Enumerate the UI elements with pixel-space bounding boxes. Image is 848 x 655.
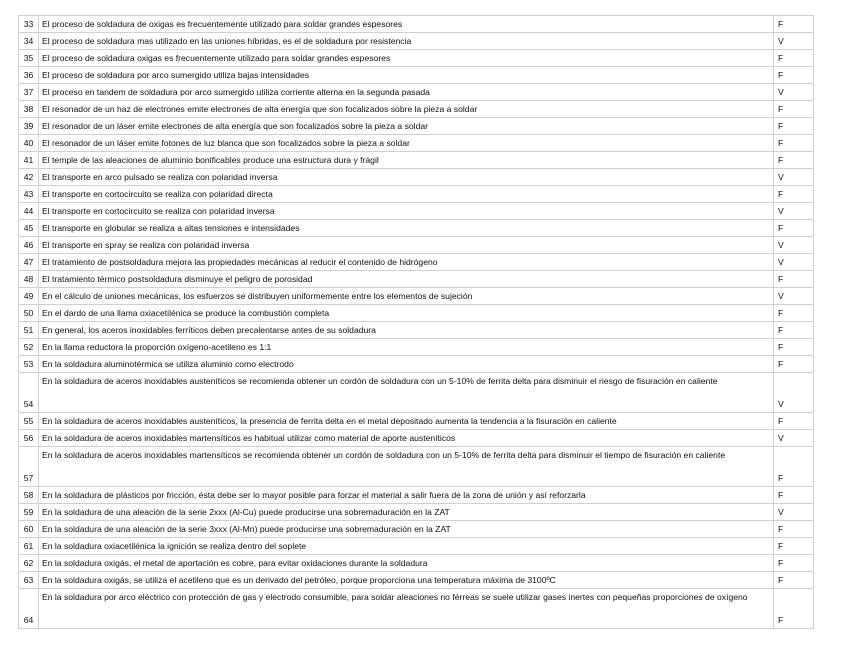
answer-value: F [774, 356, 814, 373]
statement-text: En la soldadura de una aleación de la serie 2xxx (Al-Cu) puede producirse una sobremaduración en la ZAT [39, 504, 774, 521]
questions-table [18, 15, 814, 629]
row-number: 44 [19, 203, 39, 220]
statement-text: En la soldadura de una aleación de la serie 3xxx (Al-Mn) puede producirse una sobremaduración en la ZAT [39, 521, 774, 538]
row-number: 36 [19, 67, 39, 84]
row-number: 59 [19, 504, 39, 521]
table-row [19, 521, 814, 538]
answer-value: F [774, 572, 814, 589]
row-number: 61 [19, 538, 39, 555]
table-row [19, 271, 814, 288]
statement-text: En la soldadura de aceros inoxidables martensíticos es habitual utilizar como material de aporte austeníticos [39, 430, 774, 447]
answer-value: F [774, 50, 814, 67]
statement-text: El proceso de soldadura por arco sumergido utiliza bajas intensidades [39, 67, 774, 84]
questions-sheet [18, 15, 814, 629]
statement-text: En la soldadura por arco eléctrico con protección de gas y electrodo consumible, para soldar aleaciones no férreas se suele utilizar gases inertes con pequeñas proporciones de oxígeno [39, 589, 774, 629]
answer-value: F [774, 101, 814, 118]
row-number: 46 [19, 237, 39, 254]
table-row [19, 33, 814, 50]
statement-text: El proceso de soldadura oxigas es frecuentemente utilizado para soldar grandes espesores [39, 50, 774, 67]
row-number: 47 [19, 254, 39, 271]
table-row [19, 50, 814, 67]
row-number: 33 [19, 16, 39, 33]
table-row [19, 16, 814, 33]
answer-value: V [774, 237, 814, 254]
answer-value: F [774, 220, 814, 237]
table-row [19, 572, 814, 589]
statement-text: En la soldadura de plásticos por fricción, ésta debe ser lo mayor posible para forzar el material a salir fuera de la zona de unión y así reforzarla [39, 487, 774, 504]
table-row [19, 186, 814, 203]
table-row [19, 555, 814, 572]
statement-text: En la llama reductora la proporción oxígeno-acetileno es 1:1 [39, 339, 774, 356]
table-row [19, 589, 814, 629]
answer-value: V [774, 84, 814, 101]
table-row [19, 67, 814, 84]
answer-value: F [774, 305, 814, 322]
row-number: 51 [19, 322, 39, 339]
answer-value: F [774, 16, 814, 33]
statement-text: En la soldadura de aceros inoxidables austeníticos, la presencia de ferrita delta en el metal depositado aumenta la tendencia a la fisuración en caliente [39, 413, 774, 430]
statement-text: El temple de las aleaciones de aluminio bonificables produce una estructura dura y frágil [39, 152, 774, 169]
answer-value: V [774, 203, 814, 220]
statement-text: En la soldadura oxiacetilénica la ignición se realiza dentro del soplete [39, 538, 774, 555]
answer-value: V [774, 33, 814, 50]
table-row [19, 487, 814, 504]
statement-text: El resonador de un láser emite fotones de luz blanca que son focalizados sobre la pieza a soldar [39, 135, 774, 152]
answer-value: V [774, 288, 814, 305]
statement-text: En general, los aceros inoxidables ferríticos deben precalentarse antes de su soldadura [39, 322, 774, 339]
row-number: 64 [19, 589, 39, 629]
row-number: 62 [19, 555, 39, 572]
statement-text: En el cálculo de uniones mecánicas, los esfuerzos se distribuyen uniformemente entre los elementos de sujeción [39, 288, 774, 305]
table-row [19, 447, 814, 487]
statement-text: El transporte en globular se realiza a altas tensiones e intensidades [39, 220, 774, 237]
statement-text: En la soldadura aluminotérmica se utiliza aluminio como electrodo [39, 356, 774, 373]
table-row [19, 288, 814, 305]
table-row [19, 339, 814, 356]
statement-text: El tratamiento de postsoldadura mejora las propiedades mecánicas al reducir el contenido de hidrógeno [39, 254, 774, 271]
answer-value: V [774, 169, 814, 186]
table-row [19, 373, 814, 413]
row-number: 43 [19, 186, 39, 203]
row-number: 45 [19, 220, 39, 237]
statement-text: El transporte en cortocircuito se realiza con polaridad directa [39, 186, 774, 203]
statement-text: En la soldadura oxigás, se utiliza el acetileno que es un derivado del petróleo, porque proporciona una temperatura máxima de 3100ºC [39, 572, 774, 589]
row-number: 39 [19, 118, 39, 135]
answer-value: F [774, 67, 814, 84]
row-number: 37 [19, 84, 39, 101]
answer-value: F [774, 487, 814, 504]
row-number: 55 [19, 413, 39, 430]
answer-value: F [774, 118, 814, 135]
answer-value: F [774, 413, 814, 430]
table-row [19, 305, 814, 322]
statement-text: El proceso en tandem de soldadura por arco sumergido utiliza corriente alterna en la segunda pasada [39, 84, 774, 101]
statement-text: En la soldadura de aceros inoxidables austeníticos se recomienda obtener un cordón de soldadura con un 5-10% de ferrita delta para disminuir el riesgo de fisuración en caliente [39, 373, 774, 413]
table-row [19, 254, 814, 271]
table-row [19, 135, 814, 152]
table-row [19, 203, 814, 220]
row-number: 58 [19, 487, 39, 504]
statement-text: El transporte en spray se realiza con polaridad inversa [39, 237, 774, 254]
row-number: 52 [19, 339, 39, 356]
row-number: 53 [19, 356, 39, 373]
row-number: 41 [19, 152, 39, 169]
row-number: 63 [19, 572, 39, 589]
answer-value: F [774, 339, 814, 356]
table-row [19, 322, 814, 339]
statement-text: El resonador de un láser emite electrones de alta energía que son focalizados sobre la pieza a soldar [39, 118, 774, 135]
table-row [19, 118, 814, 135]
table-row [19, 430, 814, 447]
statement-text: En la soldadura de aceros inoxidables martensíticos se recomienda obtener un cordón de soldadura con un 5-10% de ferrita delta para disminuir el tiempo de fisuración en caliente [39, 447, 774, 487]
row-number: 50 [19, 305, 39, 322]
questions-table-body [19, 16, 814, 629]
table-row [19, 538, 814, 555]
answer-value: F [774, 152, 814, 169]
statement-text: El transporte en cortocircuito se realiza con polaridad inversa [39, 203, 774, 220]
answer-value: V [774, 504, 814, 521]
row-number: 57 [19, 447, 39, 487]
answer-value: F [774, 447, 814, 487]
answer-value: F [774, 322, 814, 339]
table-row [19, 356, 814, 373]
statement-text: En la soldadura oxigás, el metal de aportación es cobre, para evitar oxidaciones durante la soldadura [39, 555, 774, 572]
statement-text: El proceso de soldadura mas utilizado en las uniones híbridas, es el de soldadura por resistencia [39, 33, 774, 50]
answer-value: F [774, 589, 814, 629]
answer-value: V [774, 254, 814, 271]
answer-value: F [774, 135, 814, 152]
answer-value: V [774, 373, 814, 413]
table-row [19, 504, 814, 521]
answer-value: V [774, 430, 814, 447]
table-row [19, 84, 814, 101]
row-number: 48 [19, 271, 39, 288]
row-number: 54 [19, 373, 39, 413]
answer-value: F [774, 186, 814, 203]
table-row [19, 152, 814, 169]
row-number: 34 [19, 33, 39, 50]
statement-text: El transporte en arco pulsado se realiza con polaridad inversa [39, 169, 774, 186]
table-row [19, 237, 814, 254]
answer-value: F [774, 521, 814, 538]
statement-text: El proceso de soldadura de oxigas es frecuentemente utilizado para soldar grandes espesores [39, 16, 774, 33]
table-row [19, 413, 814, 430]
statement-text: El tratamiento térmico postsoldadura disminuye el peligro de porosidad [39, 271, 774, 288]
statement-text: El resonador de un haz de electrones emite electrones de alta energía que son focalizados sobre la pieza a soldar [39, 101, 774, 118]
row-number: 42 [19, 169, 39, 186]
row-number: 40 [19, 135, 39, 152]
row-number: 49 [19, 288, 39, 305]
answer-value: F [774, 555, 814, 572]
table-row [19, 169, 814, 186]
table-row [19, 101, 814, 118]
answer-value: F [774, 538, 814, 555]
table-row [19, 220, 814, 237]
statement-text: En el dardo de una llama oxiacetilénica se produce la combustión completa [39, 305, 774, 322]
row-number: 56 [19, 430, 39, 447]
row-number: 38 [19, 101, 39, 118]
row-number: 60 [19, 521, 39, 538]
answer-value: F [774, 271, 814, 288]
row-number: 35 [19, 50, 39, 67]
